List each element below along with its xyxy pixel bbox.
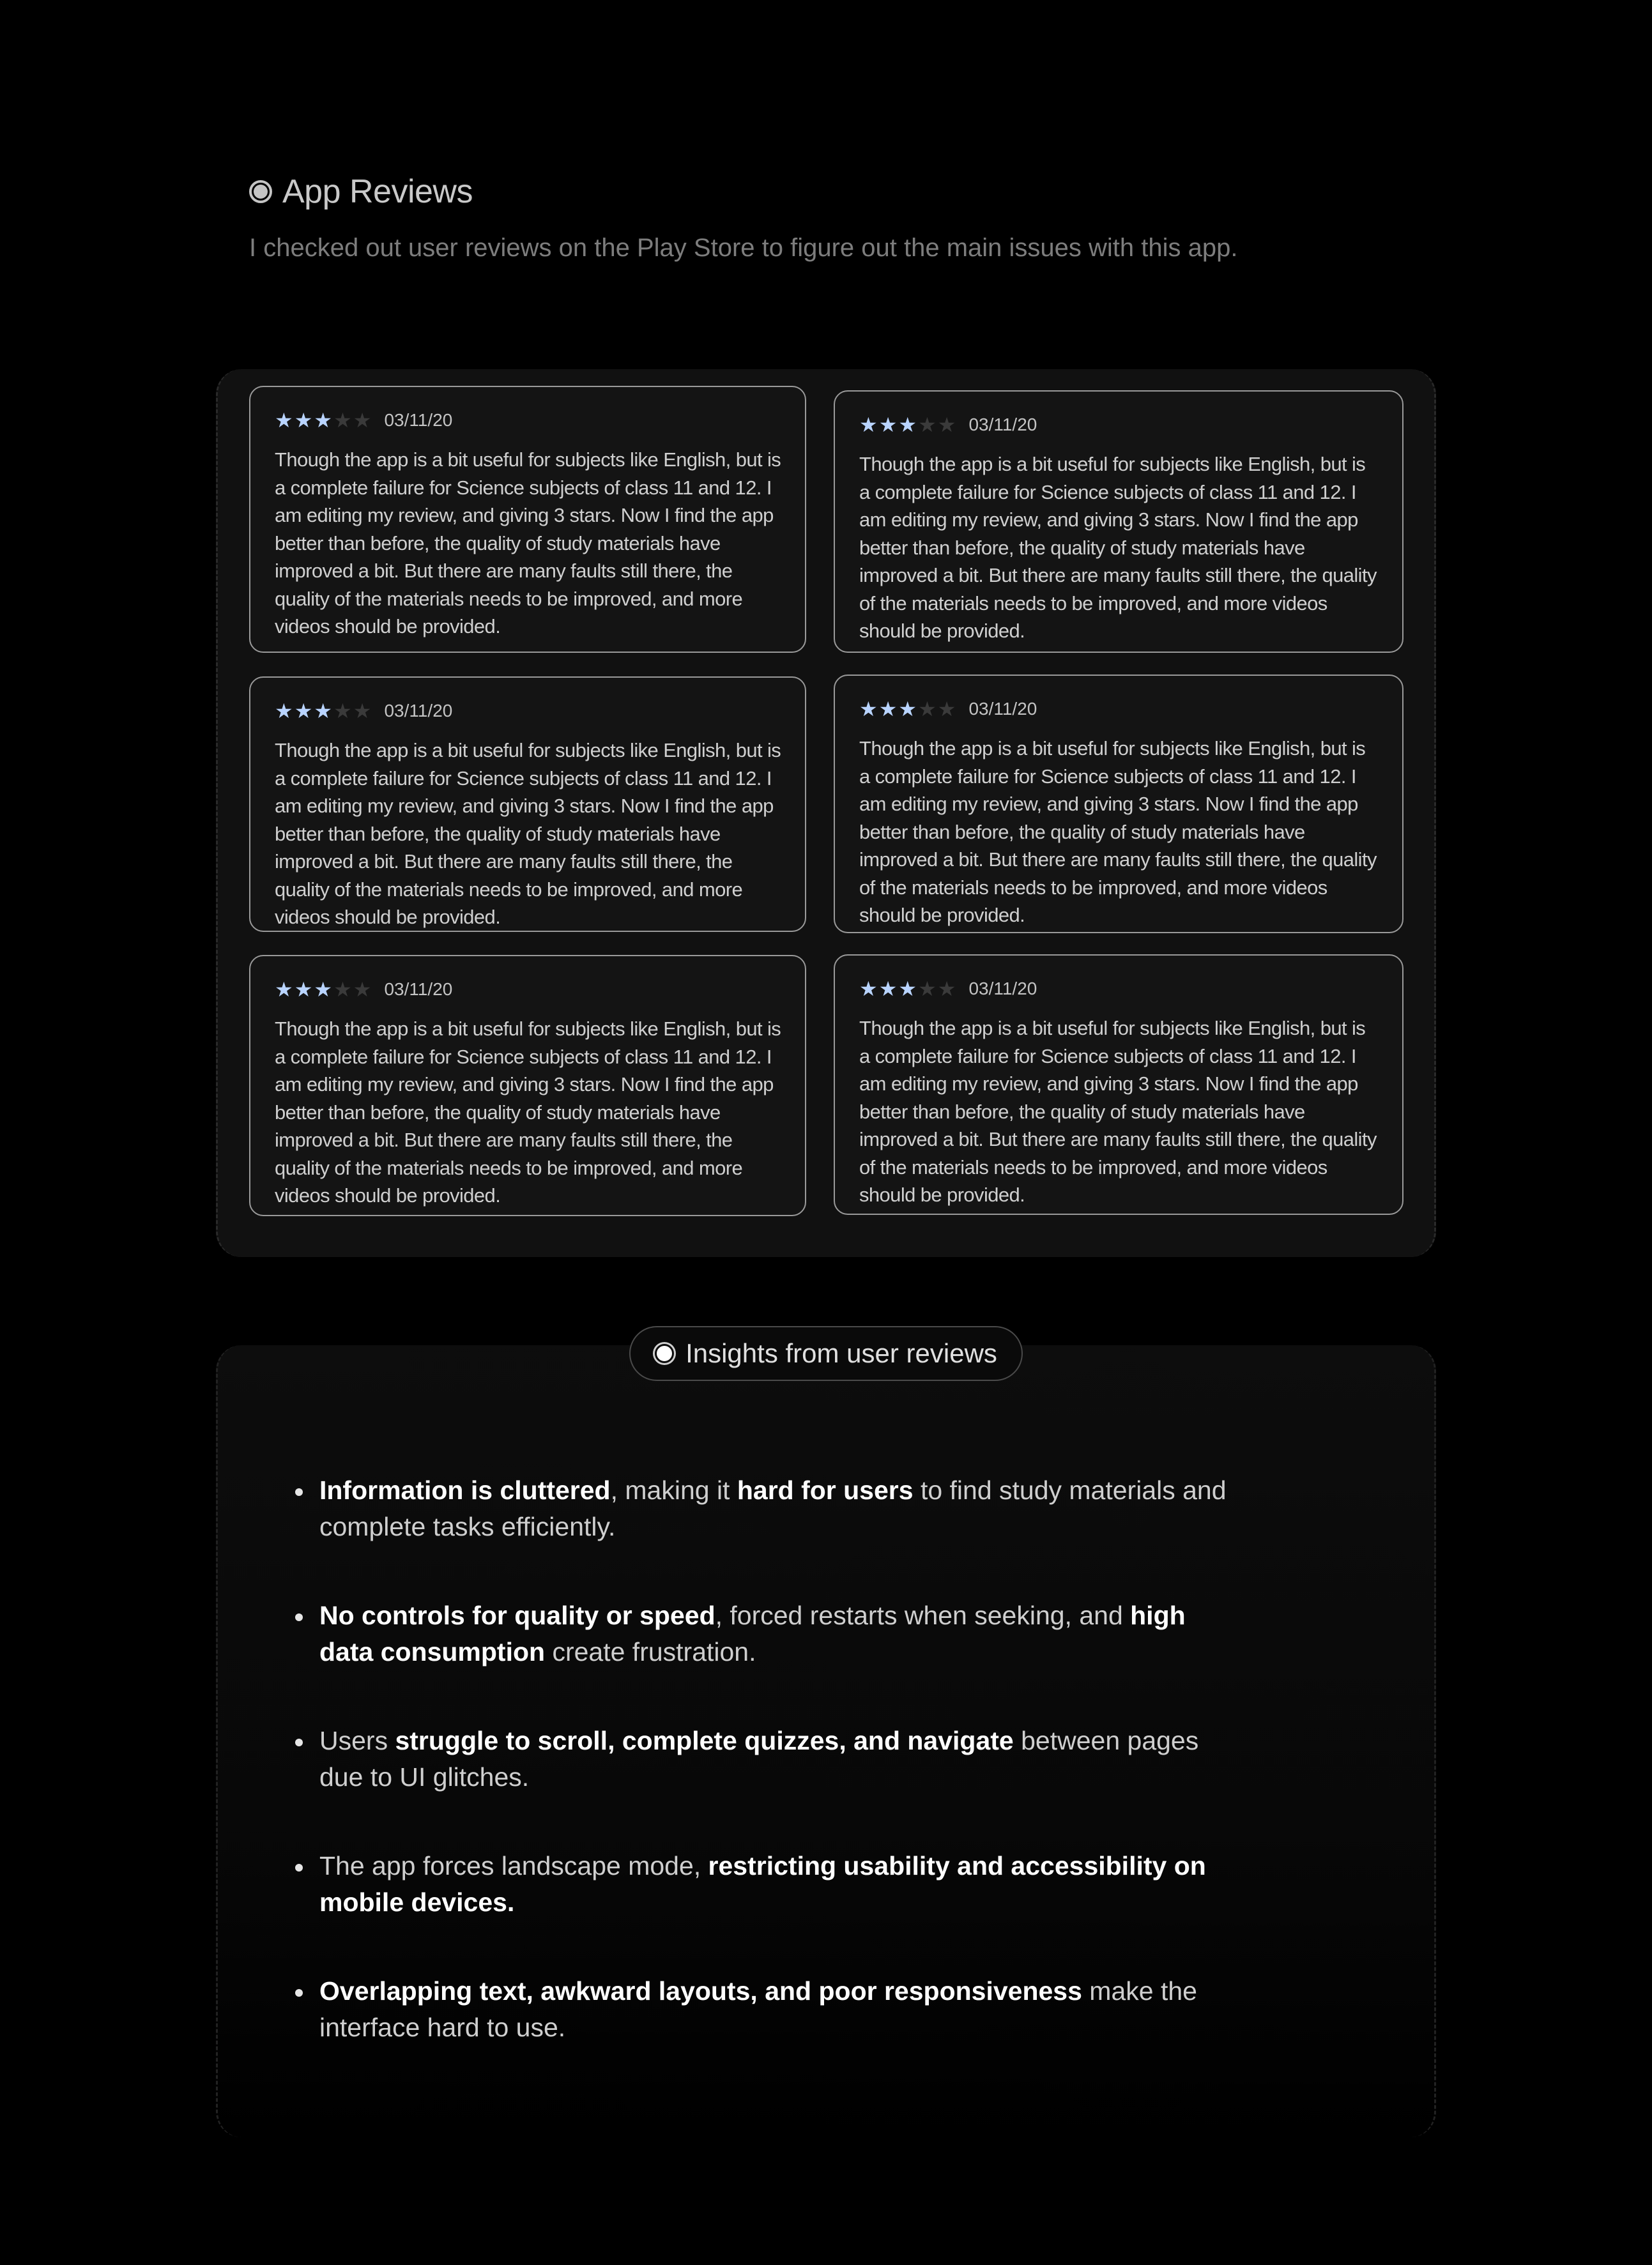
review-date: 03/11/20 bbox=[968, 699, 1037, 719]
review-date: 03/11/20 bbox=[968, 979, 1037, 998]
insight-emphasis: Overlapping text, awkward layouts, and poor responsiveness bbox=[319, 1976, 1082, 2006]
insight-text: , forced restarts when seeking, and bbox=[715, 1601, 1131, 1630]
review-card bbox=[249, 955, 806, 1216]
star-filled-icon: ★ bbox=[898, 977, 917, 1000]
review-card bbox=[834, 954, 1403, 1215]
star-empty-icon: ★ bbox=[918, 413, 937, 436]
insight-text: between pages due to UI glitches. bbox=[319, 1726, 1199, 1792]
insight-text: , making it bbox=[610, 1476, 737, 1505]
star-empty-icon: ★ bbox=[333, 978, 352, 1001]
star-empty-icon: ★ bbox=[333, 409, 352, 432]
star-empty-icon: ★ bbox=[918, 977, 937, 1000]
star-empty-icon: ★ bbox=[937, 977, 956, 1000]
star-filled-icon: ★ bbox=[898, 698, 917, 721]
review-date: 03/11/20 bbox=[384, 701, 453, 721]
star-filled-icon: ★ bbox=[878, 977, 898, 1000]
star-empty-icon: ★ bbox=[353, 978, 372, 1001]
star-rating bbox=[275, 701, 371, 721]
section-header bbox=[249, 172, 1237, 263]
insight-text: create frustration. bbox=[545, 1637, 756, 1666]
star-filled-icon: ★ bbox=[275, 699, 293, 722]
insight-emphasis: Information is cluttered bbox=[319, 1476, 611, 1505]
star-filled-icon: ★ bbox=[294, 409, 313, 432]
insights-badge bbox=[629, 1326, 1023, 1381]
insight-emphasis: restricting usability and accessibility on mobile devices. bbox=[319, 1851, 1206, 1917]
star-filled-icon: ★ bbox=[294, 699, 313, 722]
star-empty-icon: ★ bbox=[333, 699, 352, 722]
insights-list bbox=[294, 1472, 1227, 2098]
review-text: Though the app is a bit useful for subjects like English, but is a complete failure for Science subjects of class 11 and 12. I am editing my review, and giving 3 stars. Now I find the app better than before, the quality of study materials have improved a bit. But there are many faults still there, the quality of the materials needs to be improved, and more videos should be provided. bbox=[275, 448, 781, 637]
review-card bbox=[834, 390, 1403, 653]
star-filled-icon: ★ bbox=[294, 978, 313, 1001]
star-filled-icon: ★ bbox=[314, 409, 333, 432]
insights-badge-label: Insights from user reviews bbox=[685, 1338, 997, 1368]
review-header bbox=[275, 408, 782, 433]
insight-item bbox=[294, 1472, 1227, 1545]
review-header bbox=[859, 412, 1379, 438]
star-filled-icon: ★ bbox=[859, 413, 878, 436]
insight-emphasis: high data consumption bbox=[319, 1601, 1186, 1666]
insight-item bbox=[294, 1848, 1227, 1921]
review-text: Though the app is a bit useful for subjects like English, but is a complete failure for Science subjects of class 11 and 12. I am editing my review, and giving 3 stars. Now I find the app better than before, the quality of study materials have improved a bit. But there are many faults still there, the quality of the materials needs to be improved, and more videos should be provided. bbox=[275, 739, 781, 928]
star-filled-icon: ★ bbox=[878, 698, 898, 721]
section-title: App Reviews bbox=[282, 173, 473, 210]
section-subtitle: I checked out user reviews on the Play Store to figure out the main issues with this app. bbox=[249, 234, 1238, 262]
review-header bbox=[275, 698, 782, 724]
star-empty-icon: ★ bbox=[937, 413, 956, 436]
title-row bbox=[249, 172, 1237, 211]
review-text: Though the app is a bit useful for subjects like English, but is a complete failure for Science subjects of class 11 and 12. I am editing my review, and giving 3 stars. Now I find the app better than before, the quality of study materials have improved a bit. But there are many faults still there, the quality of the materials needs to be improved, and more videos should be provided. bbox=[859, 453, 1377, 642]
star-filled-icon: ★ bbox=[314, 978, 333, 1001]
radio-dot-icon bbox=[655, 1344, 674, 1363]
review-header bbox=[859, 976, 1379, 1002]
insight-text: The app forces landscape mode, bbox=[319, 1851, 708, 1880]
star-rating bbox=[859, 415, 956, 435]
insight-item bbox=[294, 1598, 1227, 1670]
insight-text: Users bbox=[319, 1726, 395, 1755]
insight-emphasis: hard for users bbox=[737, 1476, 914, 1505]
star-filled-icon: ★ bbox=[275, 409, 293, 432]
insight-item bbox=[294, 1973, 1227, 2046]
star-rating bbox=[275, 979, 371, 1000]
star-empty-icon: ★ bbox=[353, 409, 372, 432]
star-filled-icon: ★ bbox=[898, 413, 917, 436]
review-card bbox=[834, 675, 1403, 933]
review-text: Though the app is a bit useful for subjects like English, but is a complete failure for Science subjects of class 11 and 12. I am editing my review, and giving 3 stars. Now I find the app better than before, the quality of study materials have improved a bit. But there are many faults still there, the quality of the materials needs to be improved, and more videos should be provided. bbox=[859, 737, 1377, 926]
review-date: 03/11/20 bbox=[384, 410, 453, 430]
star-empty-icon: ★ bbox=[937, 698, 956, 721]
star-empty-icon: ★ bbox=[353, 699, 372, 722]
radio-dot-icon bbox=[249, 180, 272, 203]
review-header bbox=[275, 977, 782, 1002]
star-filled-icon: ★ bbox=[878, 413, 898, 436]
review-text: Though the app is a bit useful for subjects like English, but is a complete failure for Science subjects of class 11 and 12. I am editing my review, and giving 3 stars. Now I find the app better than before, the quality of study materials have improved a bit. But there are many faults still there, the quality of the materials needs to be improved, and more videos should be provided. bbox=[275, 1018, 781, 1207]
star-filled-icon: ★ bbox=[859, 698, 878, 721]
star-rating bbox=[859, 979, 956, 999]
review-header bbox=[859, 696, 1379, 722]
insight-text: make the interface hard to use. bbox=[319, 1976, 1197, 2042]
insight-item bbox=[294, 1723, 1227, 1796]
review-card bbox=[249, 386, 806, 653]
insight-emphasis: struggle to scroll, complete quizzes, and navigate bbox=[395, 1726, 1014, 1755]
review-card bbox=[249, 676, 806, 932]
star-rating bbox=[859, 699, 956, 719]
insight-text: to find study materials and complete tasks efficiently. bbox=[319, 1476, 1227, 1541]
star-filled-icon: ★ bbox=[314, 699, 333, 722]
review-text: Though the app is a bit useful for subjects like English, but is a complete failure for Science subjects of class 11 and 12. I am editing my review, and giving 3 stars. Now I find the app better than before, the quality of study materials have improved a bit. But there are many faults still there, the quality of the materials needs to be improved, and more videos should be provided. bbox=[859, 1017, 1377, 1206]
insight-emphasis: No controls for quality or speed bbox=[319, 1601, 715, 1630]
star-filled-icon: ★ bbox=[859, 977, 878, 1000]
review-date: 03/11/20 bbox=[968, 415, 1037, 434]
review-date: 03/11/20 bbox=[384, 979, 453, 999]
star-rating bbox=[275, 410, 371, 431]
star-filled-icon: ★ bbox=[275, 978, 293, 1001]
star-empty-icon: ★ bbox=[918, 698, 937, 721]
